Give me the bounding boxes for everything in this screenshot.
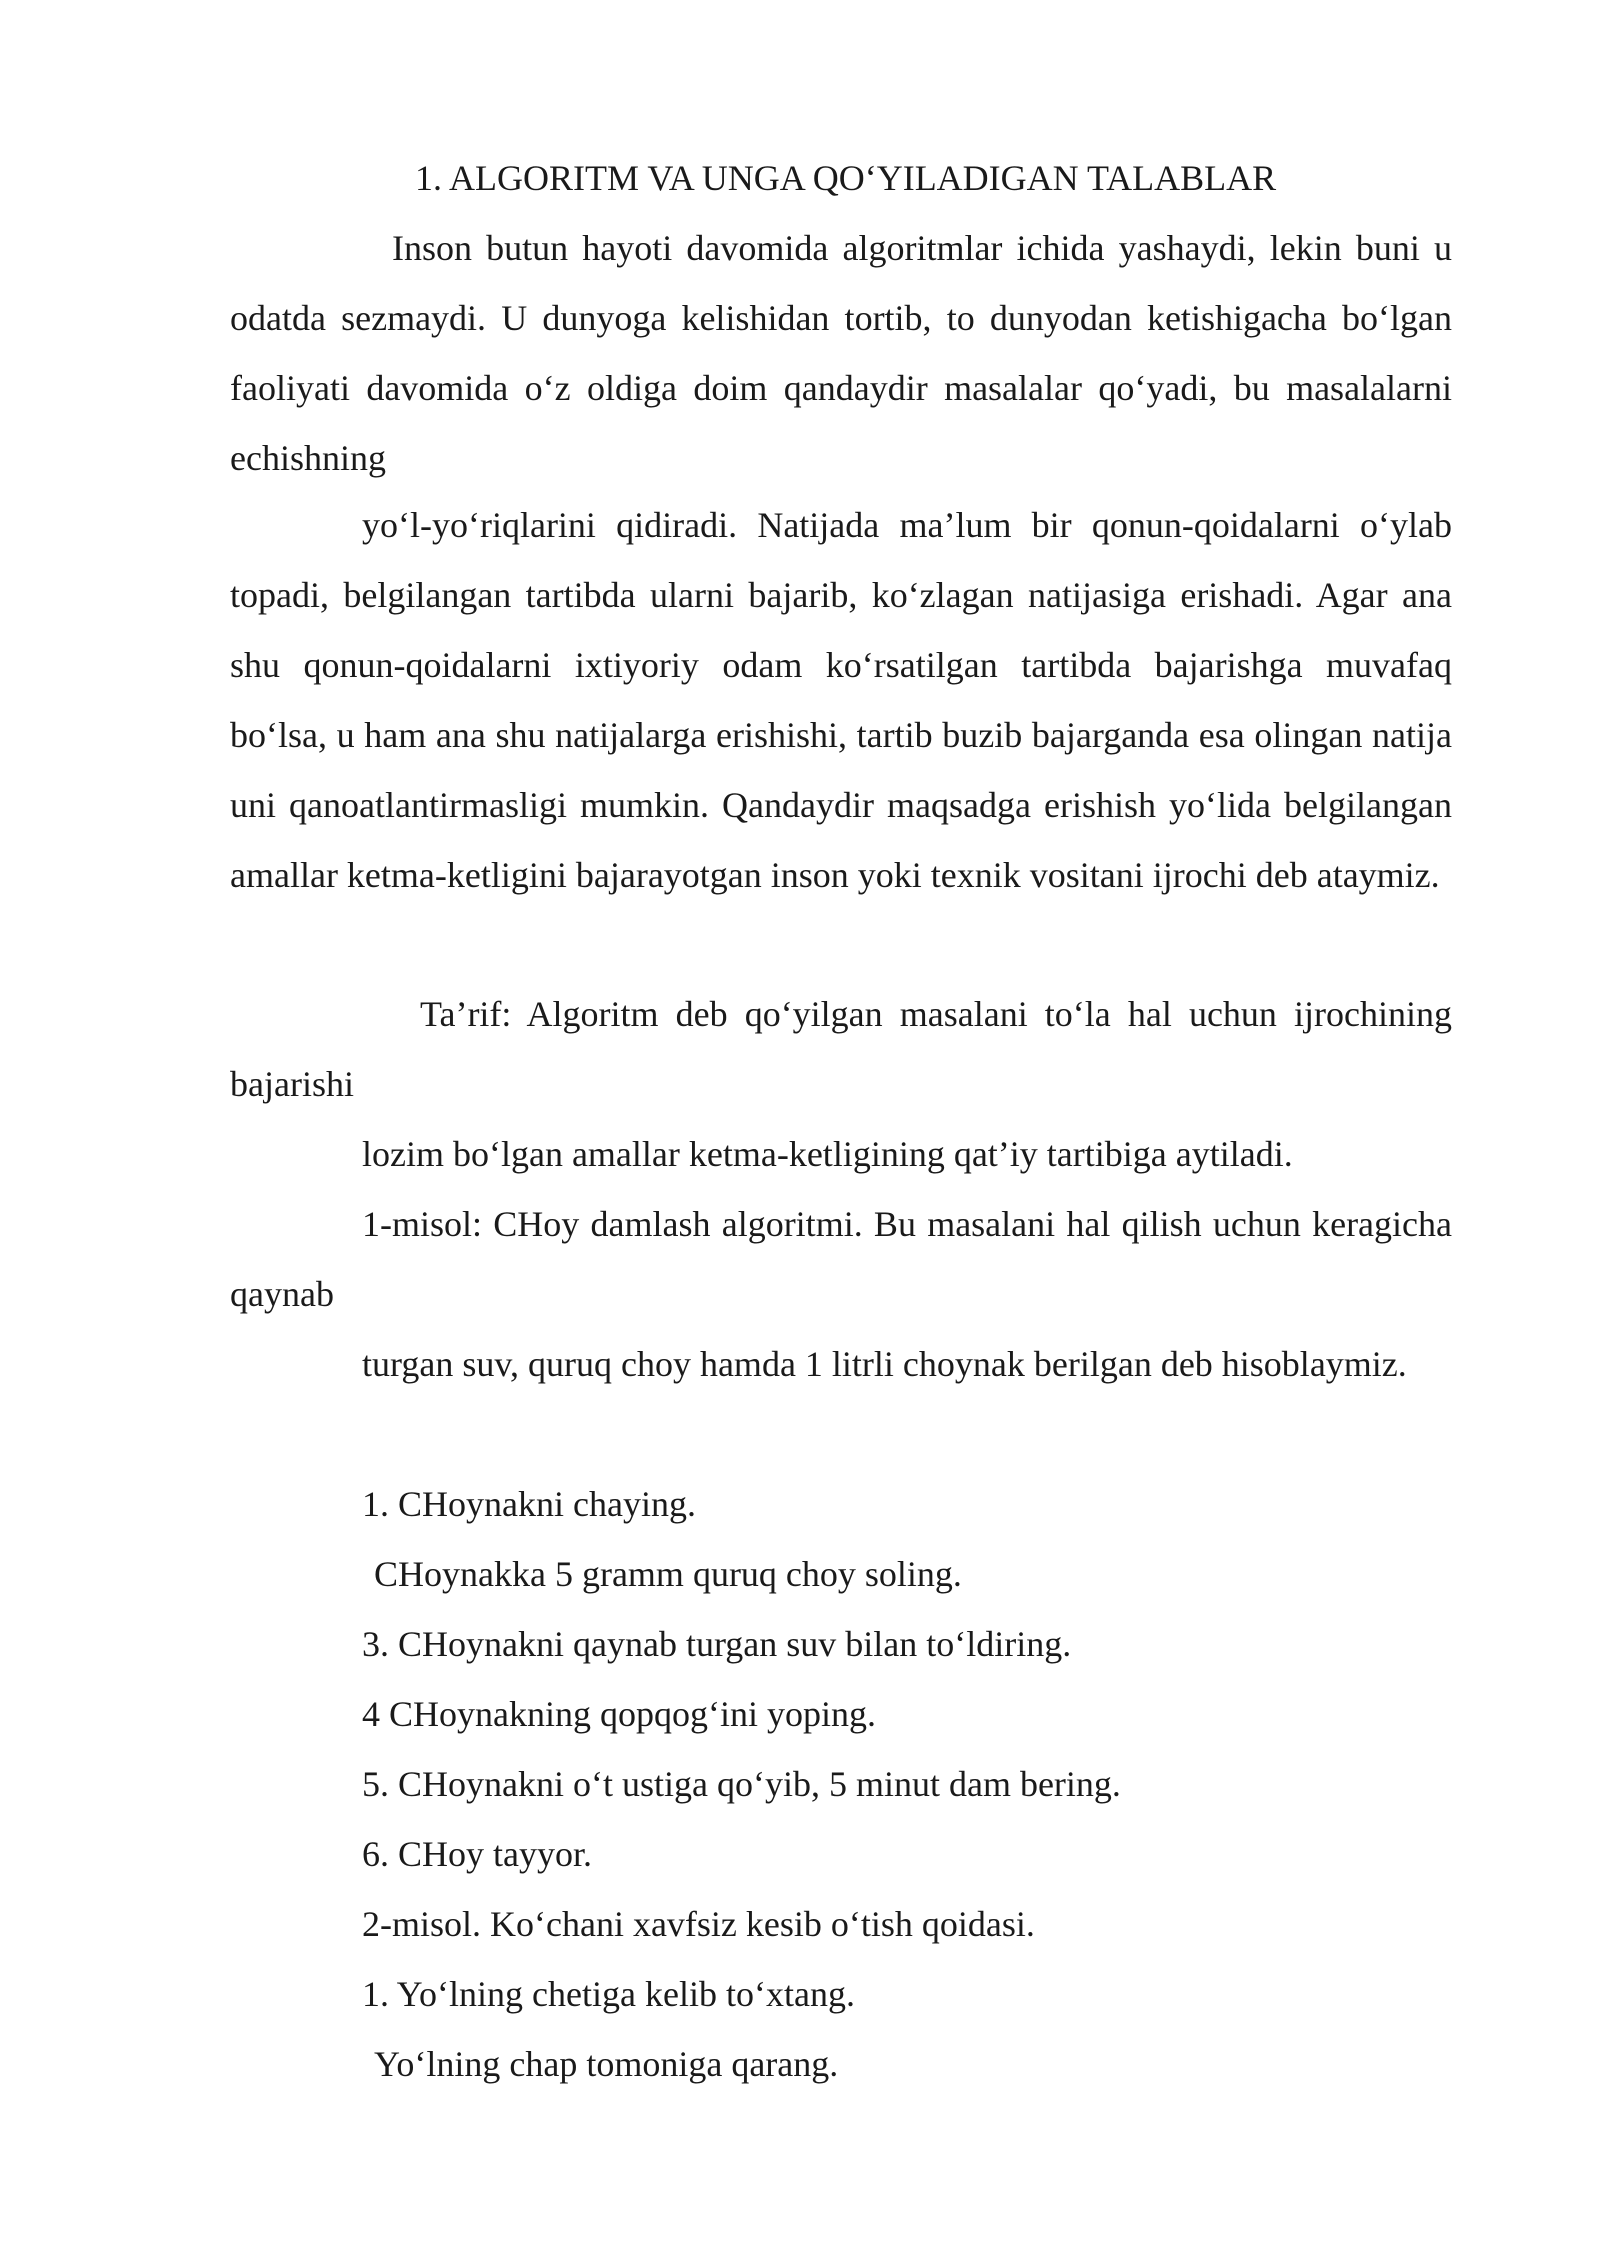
list-item: 1. CHoynakni chaying. (362, 1484, 696, 1524)
page-title: 1. ALGORITM VA UNGA QO‘YILADIGAN TALABLAR (415, 158, 1277, 198)
list-item: CHoynakka 5 gramm quruq choy soling. (374, 1554, 962, 1594)
list-item: 6. CHoy tayyor. (362, 1834, 592, 1874)
paragraph-intro: Inson butun hayoti davomida algoritmlar ichida yashaydi, lekin buni u odatda sezmaydi. U dunyoga kelishidan tortib, to dunyodan ketishigacha bo‘lgan faoliyati davomida o‘z oldiga doim qandaydir masalalar qo‘yadi, bu masalalarni echishning (230, 228, 1452, 478)
definition-paragraph: Ta’rif: Algoritm deb qo‘yilgan masalani to‘la hal uchun ijrochining bajarishi (230, 994, 1452, 1104)
list-item: 5. CHoynakni o‘t ustiga qo‘yib, 5 minut dam bering. (362, 1764, 1121, 1804)
list-item: 1. Yo‘lning chetiga kelib to‘xtang. (362, 1974, 855, 2014)
paragraph-executor: yo‘l-yo‘riqlarini qidiradi. Natijada ma’lum bir qonun-qoidalarni o‘ylab topadi, belgilangan tartibda ularni bajarib, ko‘zlagan natijasiga erishadi. Agar ana shu qonun-qoidalarni ixtiyoriy odam ko‘rsatilgan tartibda bajarishga muvafaq bo‘lsa, u ham ana shu natijalarga erishishi, tartib buzib bajarganda esa olingan natija uni qanoatlantirmasligi mumkin. Qandaydir maqsadga erishish yo‘lida belgilangan amallar ketma-ketligini bajarayotgan inson yoki texnik vositani ijrochi deb ataymiz. (230, 505, 1452, 895)
list-item: Yo‘lning chap tomoniga qarang. (374, 2044, 839, 2084)
example1-paragraph: 1-misol: CHoy damlash algoritmi. Bu masalani hal qilish uchun keragicha qaynab (230, 1204, 1452, 1314)
definition-continuation: lozim bo‘lgan amallar ketma-ketligining qat’iy tartibiga aytiladi. (362, 1134, 1293, 1174)
example1-continuation: turgan suv, quruq choy hamda 1 litrli choynak berilgan deb hisoblaymiz. (362, 1344, 1407, 1384)
list-item: 3. CHoynakni qaynab turgan suv bilan to‘ldiring. (362, 1624, 1072, 1664)
list-item: 4 CHoynakning qopqog‘ini yoping. (362, 1694, 876, 1734)
example2-heading: 2-misol. Ko‘chani xavfsiz kesib o‘tish qoidasi. (362, 1904, 1035, 1944)
